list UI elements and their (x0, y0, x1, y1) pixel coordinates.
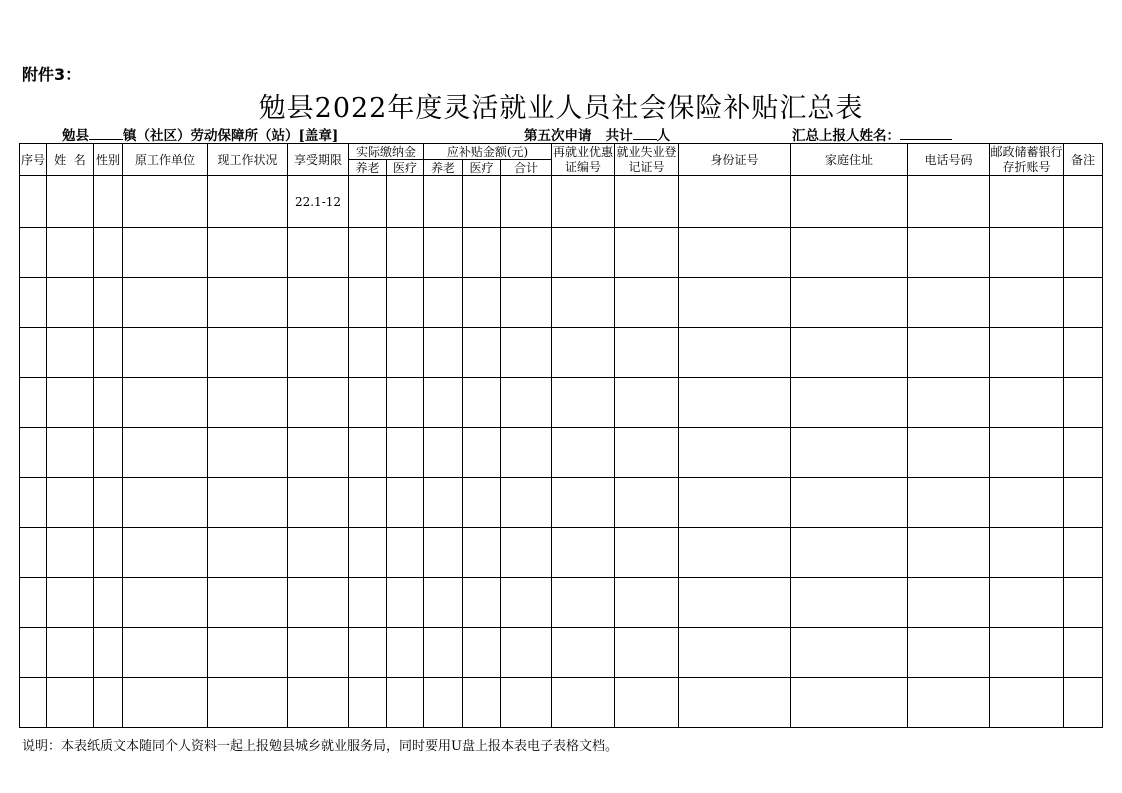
name-cell[interactable] (47, 478, 94, 528)
reporter-name-blank (900, 127, 952, 140)
subsidy-medical-cell[interactable] (463, 578, 501, 628)
id-number-cell[interactable] (679, 428, 791, 478)
col-name-header: 姓 名 (47, 144, 94, 176)
subsidy-pension-cell[interactable] (424, 528, 463, 578)
remarks-cell[interactable] (1064, 176, 1103, 228)
reemploy-cert-cell[interactable] (552, 176, 615, 228)
table-row (20, 578, 1103, 628)
current-status-cell[interactable] (208, 278, 288, 328)
col-period-header: 享受期限 (288, 144, 349, 176)
orig-employer-cell[interactable] (123, 678, 208, 728)
reemploy-cert-cell[interactable] (552, 328, 615, 378)
bank-account-cell[interactable] (990, 228, 1064, 278)
actual-pension-cell[interactable] (349, 228, 387, 278)
orig-employer-cell[interactable] (123, 278, 208, 328)
remarks-cell[interactable] (1064, 428, 1103, 478)
name-cell[interactable] (47, 278, 94, 328)
subheader-round (524, 124, 670, 144)
remarks-cell[interactable] (1064, 678, 1103, 728)
remarks-cell[interactable] (1064, 328, 1103, 378)
actual-medical-cell[interactable] (387, 378, 424, 428)
name-cell[interactable] (47, 328, 94, 378)
unemploy-reg-cell[interactable] (615, 176, 679, 228)
name-cell[interactable] (47, 628, 94, 678)
col-reemploy-cert-header: 再就业优惠证编号 (553, 144, 614, 174)
phone-cell[interactable] (908, 528, 990, 578)
address-cell[interactable] (791, 578, 908, 628)
orig-employer-cell[interactable] (123, 628, 208, 678)
unemploy-reg-cell[interactable] (615, 278, 679, 328)
seq-cell[interactable] (20, 528, 47, 578)
col-actual-paid-header: 实际缴纳金 (349, 144, 424, 160)
name-cell[interactable] (47, 428, 94, 478)
reemploy-cert-cell[interactable] (552, 678, 615, 728)
seq-cell[interactable] (20, 228, 47, 278)
phone-cell[interactable] (908, 378, 990, 428)
attachment-label: 附件3： (22, 65, 82, 84)
reemploy-cert-cell[interactable] (552, 578, 615, 628)
reemploy-cert-cell[interactable] (552, 628, 615, 678)
subsidy-pension-cell[interactable] (424, 478, 463, 528)
col-actual-pension-header: 养老 (349, 160, 387, 176)
remarks-cell[interactable] (1064, 528, 1103, 578)
subsidy-total-cell[interactable] (501, 176, 552, 228)
seq-cell[interactable] (20, 678, 47, 728)
phone-cell[interactable] (908, 428, 990, 478)
subsidy-total-cell[interactable] (501, 678, 552, 728)
subsidy-medical-cell[interactable] (463, 528, 501, 578)
remarks-cell[interactable] (1064, 628, 1103, 678)
current-status-cell[interactable] (208, 328, 288, 378)
table-row (20, 228, 1103, 278)
current-status-cell[interactable] (208, 228, 288, 278)
period-cell[interactable] (288, 278, 349, 328)
subsidy-total-cell[interactable] (501, 478, 552, 528)
actual-medical-cell[interactable] (387, 428, 424, 478)
reemploy-cert-cell[interactable] (552, 228, 615, 278)
table-row (20, 628, 1103, 678)
actual-pension-cell[interactable] (349, 428, 387, 478)
address-cell[interactable] (791, 428, 908, 478)
orig-employer-cell[interactable] (123, 378, 208, 428)
col-seq-header: 序号 (20, 144, 47, 176)
seq-cell[interactable] (20, 628, 47, 678)
orig-employer-cell[interactable] (123, 528, 208, 578)
period-cell[interactable] (288, 378, 349, 428)
current-status-cell[interactable] (208, 528, 288, 578)
subsidy-medical-cell[interactable] (463, 678, 501, 728)
address-cell[interactable] (791, 528, 908, 578)
actual-medical-cell[interactable] (387, 578, 424, 628)
table-row (20, 478, 1103, 528)
table-row (20, 278, 1103, 328)
name-cell[interactable] (47, 678, 94, 728)
period-cell[interactable] (288, 628, 349, 678)
period-cell[interactable] (288, 528, 349, 578)
address-cell[interactable] (791, 176, 908, 228)
id-number-cell[interactable] (679, 278, 791, 328)
total-suffix-label: 人 (656, 128, 671, 144)
seq-cell[interactable] (20, 328, 47, 378)
current-status-cell[interactable] (208, 176, 288, 228)
unemploy-reg-cell[interactable] (615, 628, 679, 678)
subsidy-total-cell[interactable] (501, 628, 552, 678)
actual-medical-cell[interactable] (387, 628, 424, 678)
period-cell[interactable] (288, 678, 349, 728)
col-current-status-header: 现工作状况 (208, 144, 288, 176)
reemploy-cert-cell[interactable] (552, 378, 615, 428)
orig-employer-cell[interactable] (123, 328, 208, 378)
total-count-blank (633, 127, 657, 140)
remarks-cell[interactable] (1064, 228, 1103, 278)
reemploy-cert-cell[interactable] (552, 528, 615, 578)
col-remarks-header: 备注 (1064, 144, 1103, 176)
unemploy-reg-cell[interactable] (615, 578, 679, 628)
subsidy-total-cell[interactable] (501, 428, 552, 478)
gender-cell[interactable] (94, 678, 123, 728)
actual-pension-cell[interactable] (349, 528, 387, 578)
col-id-number-header: 身份证号 (679, 144, 791, 176)
subsidy-pension-cell[interactable] (424, 278, 463, 328)
remarks-cell[interactable] (1064, 578, 1103, 628)
unemploy-reg-cell[interactable] (615, 378, 679, 428)
phone-cell[interactable] (908, 228, 990, 278)
actual-medical-cell[interactable] (387, 528, 424, 578)
subsidy-pension-cell[interactable] (424, 428, 463, 478)
actual-pension-cell[interactable] (349, 478, 387, 528)
name-cell[interactable] (47, 176, 94, 228)
subheader-office (62, 124, 338, 144)
address-cell[interactable] (791, 478, 908, 528)
table-row (20, 378, 1103, 428)
actual-medical-cell[interactable] (387, 176, 424, 228)
current-status-cell[interactable] (208, 378, 288, 428)
phone-cell[interactable] (908, 678, 990, 728)
id-number-cell[interactable] (679, 378, 791, 428)
subsidy-total-cell[interactable] (501, 578, 552, 628)
current-status-cell[interactable] (208, 478, 288, 528)
actual-pension-cell[interactable] (349, 378, 387, 428)
bank-account-cell[interactable] (990, 528, 1064, 578)
period-cell[interactable] (288, 578, 349, 628)
period-cell[interactable] (288, 328, 349, 378)
id-number-cell[interactable] (679, 176, 791, 228)
reemploy-cert-cell[interactable] (552, 278, 615, 328)
gender-cell[interactable] (94, 176, 123, 228)
subsidy-pension-cell[interactable] (424, 628, 463, 678)
gender-cell[interactable] (94, 478, 123, 528)
gender-cell[interactable] (94, 228, 123, 278)
id-number-cell[interactable] (679, 228, 791, 278)
seq-cell[interactable] (20, 478, 47, 528)
actual-medical-cell[interactable] (387, 278, 424, 328)
actual-medical-cell[interactable] (387, 328, 424, 378)
col-subsidy-total-header: 合计 (501, 160, 552, 176)
period-cell[interactable] (288, 228, 349, 278)
unemploy-reg-cell[interactable] (615, 678, 679, 728)
actual-pension-cell[interactable] (349, 578, 387, 628)
current-status-cell[interactable] (208, 578, 288, 628)
id-number-cell[interactable] (679, 678, 791, 728)
subsidy-medical-cell[interactable] (463, 328, 501, 378)
actual-medical-cell[interactable] (387, 478, 424, 528)
orig-employer-cell[interactable] (123, 428, 208, 478)
subsidy-total-cell[interactable] (501, 378, 552, 428)
subheader-reporter (792, 124, 952, 144)
period-cell[interactable] (288, 428, 349, 478)
name-cell[interactable] (47, 578, 94, 628)
phone-cell[interactable] (908, 628, 990, 678)
town-blank (89, 127, 123, 140)
orig-employer-cell[interactable] (123, 578, 208, 628)
col-phone-header: 电话号码 (908, 144, 990, 176)
name-cell[interactable] (47, 378, 94, 428)
bank-account-cell[interactable] (990, 378, 1064, 428)
table-row (20, 428, 1103, 478)
period-cell[interactable] (288, 478, 349, 528)
col-subsidy-amount-header: 应补贴金额(元) (424, 144, 552, 160)
col-orig-employer-header: 原工作单位 (123, 144, 208, 176)
bank-account-cell[interactable] (990, 428, 1064, 478)
id-number-cell[interactable] (679, 628, 791, 678)
address-cell[interactable] (791, 678, 908, 728)
orig-employer-cell[interactable] (123, 176, 208, 228)
town-suffix-label: 镇（社区）劳动保障所（站）[盖章] (123, 128, 339, 144)
gender-cell[interactable] (94, 278, 123, 328)
subsidy-pension-cell[interactable] (424, 228, 463, 278)
address-cell[interactable] (791, 278, 908, 328)
subsidy-medical-cell[interactable] (463, 428, 501, 478)
subsidy-pension-cell[interactable] (424, 176, 463, 228)
phone-cell[interactable] (908, 176, 990, 228)
actual-pension-cell[interactable] (349, 278, 387, 328)
unemploy-reg-cell[interactable] (615, 428, 679, 478)
bank-account-cell[interactable] (990, 678, 1064, 728)
col-gender-header: 性别 (94, 144, 123, 176)
current-status-cell[interactable] (208, 678, 288, 728)
id-number-cell[interactable] (679, 578, 791, 628)
seq-cell[interactable] (20, 378, 47, 428)
seq-cell[interactable] (20, 578, 47, 628)
total-prefix-label: 共计 (605, 128, 633, 144)
subsidy-total-cell[interactable] (501, 228, 552, 278)
gender-cell[interactable] (94, 578, 123, 628)
id-number-cell[interactable] (679, 528, 791, 578)
subsidy-summary-table (19, 143, 1103, 728)
unemploy-reg-cell[interactable] (615, 328, 679, 378)
subsidy-medical-cell[interactable] (463, 278, 501, 328)
name-cell[interactable] (47, 228, 94, 278)
unemploy-reg-cell[interactable] (615, 228, 679, 278)
col-actual-medical-header: 医疗 (387, 160, 424, 176)
remarks-cell[interactable] (1064, 278, 1103, 328)
bank-account-cell[interactable] (990, 328, 1064, 378)
id-number-cell[interactable] (679, 328, 791, 378)
col-unemploy-reg-header: 就业失业登记证号 (616, 144, 677, 174)
gender-cell[interactable] (94, 628, 123, 678)
seq-cell[interactable] (20, 428, 47, 478)
subsidy-total-cell[interactable] (501, 528, 552, 578)
bank-account-cell[interactable] (990, 478, 1064, 528)
actual-pension-cell[interactable] (349, 628, 387, 678)
reemploy-cert-cell[interactable] (552, 428, 615, 478)
address-cell[interactable] (791, 378, 908, 428)
subsidy-pension-cell[interactable] (424, 578, 463, 628)
current-status-cell[interactable] (208, 628, 288, 678)
table-header (20, 144, 1103, 176)
table-body (20, 176, 1103, 728)
subsidy-medical-cell[interactable] (463, 176, 501, 228)
unemploy-reg-cell[interactable] (615, 528, 679, 578)
phone-cell[interactable] (908, 328, 990, 378)
current-status-cell[interactable] (208, 428, 288, 478)
subsidy-pension-cell[interactable] (424, 678, 463, 728)
subsidy-medical-cell[interactable] (463, 228, 501, 278)
gender-cell[interactable] (94, 378, 123, 428)
reemploy-cert-cell[interactable] (552, 478, 615, 528)
bank-account-cell[interactable] (990, 176, 1064, 228)
seq-cell[interactable] (20, 278, 47, 328)
actual-medical-cell[interactable] (387, 228, 424, 278)
bank-account-cell[interactable] (990, 278, 1064, 328)
subsidy-total-cell[interactable] (501, 328, 552, 378)
subsidy-medical-cell[interactable] (463, 478, 501, 528)
actual-medical-cell[interactable] (387, 678, 424, 728)
remarks-cell[interactable] (1064, 378, 1103, 428)
orig-employer-cell[interactable] (123, 228, 208, 278)
orig-employer-cell[interactable] (123, 478, 208, 528)
col-subsidy-pension-header: 养老 (424, 160, 463, 176)
actual-pension-cell[interactable] (349, 328, 387, 378)
form-title: 勉县2022年度灵活就业人员社会保险补贴汇总表 (258, 93, 864, 124)
address-cell[interactable] (791, 628, 908, 678)
actual-pension-cell[interactable] (349, 176, 387, 228)
county-label: 勉县 (62, 128, 89, 144)
gender-cell[interactable] (94, 328, 123, 378)
phone-cell[interactable] (908, 578, 990, 628)
table-row (20, 176, 1103, 228)
reporter-label: 汇总上报人姓名： (792, 128, 900, 144)
subsidy-pension-cell[interactable] (424, 328, 463, 378)
col-subsidy-medical-header: 医疗 (463, 160, 501, 176)
seq-cell[interactable] (20, 176, 47, 228)
col-address-header: 家庭住址 (791, 144, 908, 176)
table-row (20, 528, 1103, 578)
remarks-cell[interactable] (1064, 478, 1103, 528)
subsidy-medical-cell[interactable] (463, 378, 501, 428)
bank-account-cell[interactable] (990, 628, 1064, 678)
unemploy-reg-cell[interactable] (615, 478, 679, 528)
phone-cell[interactable] (908, 278, 990, 328)
period-cell[interactable]: 22.1-12 (288, 176, 349, 228)
subsidy-medical-cell[interactable] (463, 628, 501, 678)
subsidy-pension-cell[interactable] (424, 378, 463, 428)
table-row (20, 678, 1103, 728)
address-cell[interactable] (791, 328, 908, 378)
bank-account-cell[interactable] (990, 578, 1064, 628)
id-number-cell[interactable] (679, 478, 791, 528)
phone-cell[interactable] (908, 478, 990, 528)
actual-pension-cell[interactable] (349, 678, 387, 728)
gender-cell[interactable] (94, 528, 123, 578)
subsidy-total-cell[interactable] (501, 278, 552, 328)
apply-round-label: 第五次申请 (524, 128, 592, 144)
gender-cell[interactable] (94, 428, 123, 478)
address-cell[interactable] (791, 228, 908, 278)
footnote: 说明：本表纸质文本随同个人资料一起上报勉县城乡就业服务局，同时要用U盘上报本表电子表格文档。 (22, 739, 618, 754)
table-row (20, 328, 1103, 378)
name-cell[interactable] (47, 528, 94, 578)
col-bank-account-header: 邮政储蓄银行存折账号 (990, 144, 1063, 174)
